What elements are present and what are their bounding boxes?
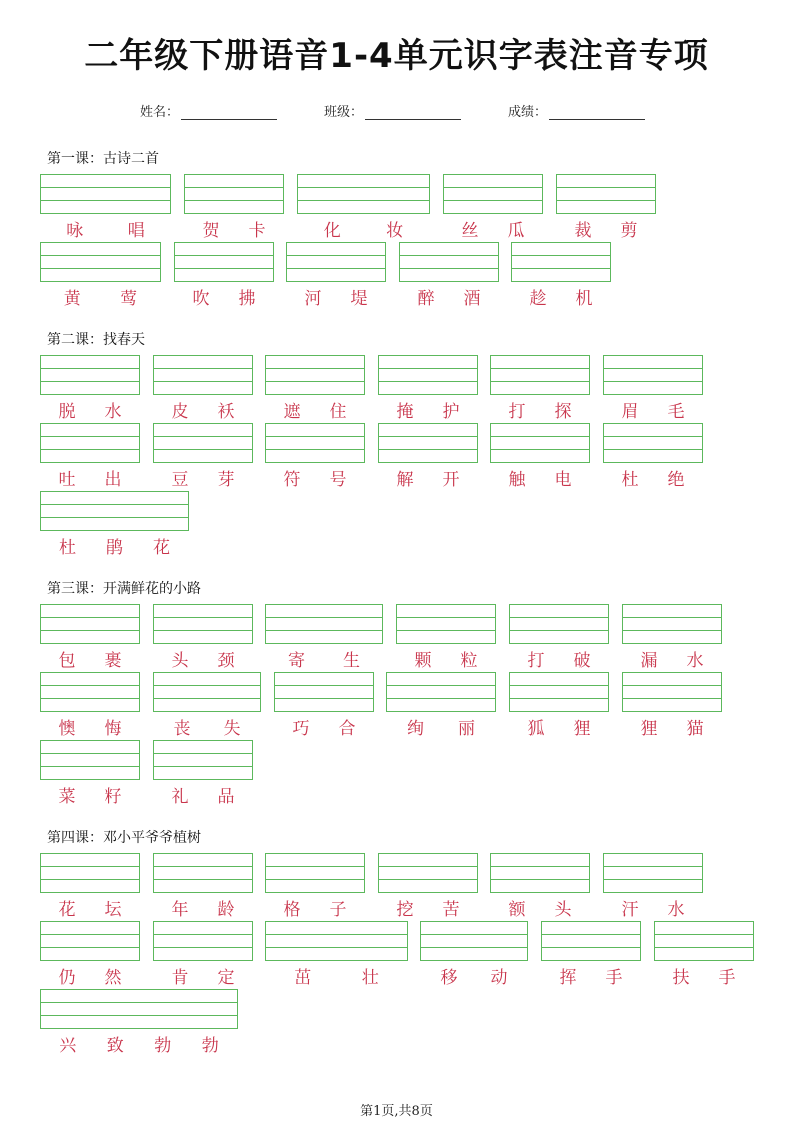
word-characters (153, 895, 253, 920)
hanzi-character: 花 (153, 538, 170, 558)
hanzi-character: 花 (58, 900, 76, 920)
pinyin-writing-box[interactable] (265, 921, 408, 961)
hanzi-character: 探 (554, 402, 572, 422)
hanzi-character: 醉 (417, 289, 435, 309)
hanzi-character: 年 (171, 900, 189, 920)
name-field (140, 101, 277, 120)
hanzi-character: 出 (104, 470, 122, 490)
word-characters (40, 895, 140, 920)
hanzi-character: 挖 (396, 900, 414, 920)
pinyin-writing-box[interactable] (153, 740, 253, 780)
hanzi-character: 符 (283, 470, 301, 490)
word-characters (622, 714, 722, 739)
word-characters (174, 284, 274, 309)
word-characters (265, 646, 383, 671)
pinyin-writing-box[interactable] (40, 174, 171, 214)
hanzi-character: 眉 (621, 402, 639, 422)
word-characters (40, 646, 140, 671)
word-characters (386, 714, 496, 739)
word-characters (509, 714, 609, 739)
pinyin-writing-box[interactable] (286, 242, 386, 282)
hanzi-character: 水 (104, 402, 122, 422)
pinyin-writing-box[interactable] (399, 242, 499, 282)
pinyin-writing-box[interactable] (40, 242, 161, 282)
word-characters (541, 963, 641, 988)
hanzi-character: 仍 (58, 968, 76, 988)
word-characters (40, 714, 140, 739)
word-characters (40, 284, 161, 309)
hanzi-character: 生 (343, 651, 360, 671)
pinyin-writing-box[interactable] (153, 423, 253, 463)
word-characters (40, 216, 171, 241)
word-characters (153, 646, 253, 671)
pinyin-writing-box[interactable] (40, 672, 140, 712)
word-characters (603, 895, 703, 920)
pinyin-writing-box[interactable] (174, 242, 274, 282)
page-title: 二年级下册语音1-4单元识字表注音专项 (84, 36, 709, 76)
pinyin-writing-box[interactable] (153, 853, 253, 893)
word-characters (184, 216, 284, 241)
pinyin-writing-box[interactable] (40, 989, 238, 1029)
lesson-title: 第三课：开满鲜花的小路 (47, 581, 201, 597)
word-characters (286, 284, 386, 309)
hanzi-character: 开 (442, 470, 460, 490)
hanzi-character: 动 (490, 968, 508, 988)
hanzi-character: 拂 (238, 289, 256, 309)
pinyin-writing-box[interactable] (40, 740, 140, 780)
pinyin-writing-box[interactable] (153, 604, 253, 644)
lesson-title: 第二课：找春天 (47, 332, 145, 348)
pinyin-writing-box[interactable] (265, 604, 383, 644)
hanzi-character: 失 (223, 719, 241, 739)
hanzi-character: 龄 (217, 900, 235, 920)
pinyin-writing-box[interactable] (153, 355, 253, 395)
pinyin-writing-box[interactable] (40, 921, 140, 961)
hanzi-character: 毛 (667, 402, 685, 422)
word-characters (490, 895, 590, 920)
hanzi-character: 籽 (104, 787, 122, 807)
word-characters (297, 216, 430, 241)
pinyin-writing-box[interactable] (378, 423, 478, 463)
word-characters (265, 895, 365, 920)
pinyin-writing-box[interactable] (153, 672, 261, 712)
hanzi-character: 肯 (171, 968, 189, 988)
word-characters (603, 397, 703, 422)
pinyin-writing-box[interactable] (509, 604, 609, 644)
hanzi-character: 杜 (621, 470, 639, 490)
hanzi-character: 河 (304, 289, 322, 309)
pinyin-writing-box[interactable] (420, 921, 528, 961)
pinyin-writing-box[interactable] (556, 174, 656, 214)
hanzi-character: 瓜 (507, 221, 525, 241)
hanzi-character: 寄 (288, 651, 305, 671)
hanzi-character: 丽 (458, 719, 475, 739)
hanzi-character: 打 (527, 651, 545, 671)
hanzi-character: 遮 (283, 402, 301, 422)
word-characters (265, 397, 365, 422)
hanzi-character: 坛 (104, 900, 122, 920)
hanzi-character: 兴 (59, 1036, 77, 1056)
class-field (324, 101, 461, 120)
hanzi-character: 茁 (294, 968, 312, 988)
hanzi-character: 脱 (58, 402, 76, 422)
hanzi-character: 狸 (640, 719, 658, 739)
hanzi-character: 手 (718, 968, 736, 988)
hanzi-character: 粒 (460, 651, 478, 671)
hanzi-character: 唱 (127, 221, 145, 241)
hanzi-character: 定 (217, 968, 235, 988)
word-characters (153, 465, 253, 490)
word-characters (153, 714, 261, 739)
pinyin-writing-box[interactable] (378, 355, 478, 395)
word-characters (378, 397, 478, 422)
hanzi-character: 漏 (640, 651, 658, 671)
score-label: 成绩： (508, 105, 548, 120)
hanzi-character: 破 (573, 651, 591, 671)
hanzi-character: 丧 (173, 719, 191, 739)
pinyin-writing-box[interactable] (443, 174, 543, 214)
word-characters (265, 465, 365, 490)
hanzi-character: 勃 (154, 1036, 172, 1056)
hanzi-character: 品 (217, 787, 235, 807)
hanzi-character: 酒 (463, 289, 481, 309)
pinyin-writing-box[interactable] (490, 355, 590, 395)
word-characters (490, 465, 590, 490)
pinyin-writing-box[interactable] (603, 423, 703, 463)
hanzi-character: 菜 (58, 787, 76, 807)
name-label: 姓名： (140, 105, 180, 120)
pinyin-writing-box[interactable] (509, 672, 609, 712)
pinyin-writing-box[interactable] (386, 672, 496, 712)
word-characters (622, 646, 722, 671)
page-number: 第1页,共8页 (360, 1104, 433, 1119)
pinyin-writing-box[interactable] (153, 921, 253, 961)
hanzi-character: 懊 (58, 719, 76, 739)
pinyin-writing-box[interactable] (265, 355, 365, 395)
hanzi-character: 绚 (407, 719, 424, 739)
hanzi-character: 然 (104, 968, 122, 988)
word-characters (511, 284, 611, 309)
hanzi-character: 触 (508, 470, 526, 490)
word-characters (40, 465, 140, 490)
score-input-line[interactable] (549, 105, 645, 120)
hanzi-character: 合 (338, 719, 356, 739)
word-characters (378, 895, 478, 920)
hanzi-character: 裹 (104, 651, 122, 671)
word-characters (265, 963, 408, 988)
word-characters (274, 714, 374, 739)
hanzi-character: 水 (667, 900, 685, 920)
word-characters (556, 216, 656, 241)
hanzi-character: 致 (106, 1036, 124, 1056)
hanzi-character: 机 (575, 289, 593, 309)
hanzi-character: 猫 (686, 719, 704, 739)
word-characters (378, 465, 478, 490)
word-characters (654, 963, 754, 988)
pinyin-writing-box[interactable] (654, 921, 754, 961)
pinyin-writing-box[interactable] (490, 853, 590, 893)
pinyin-writing-box[interactable] (396, 604, 496, 644)
hanzi-character: 狸 (573, 719, 591, 739)
hanzi-character: 扶 (672, 968, 690, 988)
word-characters (603, 465, 703, 490)
pinyin-writing-box[interactable] (40, 853, 140, 893)
hanzi-character: 号 (329, 470, 347, 490)
hanzi-character: 皮 (171, 402, 189, 422)
hanzi-character: 莺 (120, 289, 138, 309)
word-characters (153, 397, 253, 422)
hanzi-character: 鹃 (106, 538, 123, 558)
hanzi-character: 剪 (620, 221, 638, 241)
hanzi-character: 丝 (461, 221, 479, 241)
pinyin-writing-box[interactable] (40, 491, 189, 531)
hanzi-character: 汗 (621, 900, 639, 920)
hanzi-character: 颈 (217, 651, 235, 671)
hanzi-character: 豆 (171, 470, 189, 490)
pinyin-writing-box[interactable] (378, 853, 478, 893)
hanzi-character: 打 (508, 402, 526, 422)
word-characters (40, 782, 140, 807)
hanzi-character: 杜 (59, 538, 76, 558)
hanzi-character: 移 (440, 968, 458, 988)
hanzi-character: 吹 (192, 289, 210, 309)
hanzi-character: 袄 (217, 402, 235, 422)
class-label: 班级： (324, 105, 364, 120)
word-characters (509, 646, 609, 671)
hanzi-character: 住 (329, 402, 347, 422)
name-input-line[interactable] (181, 105, 277, 120)
hanzi-character: 解 (396, 470, 414, 490)
word-characters (490, 397, 590, 422)
student-info (0, 101, 793, 123)
hanzi-character: 妆 (386, 221, 404, 241)
hanzi-character: 子 (329, 900, 347, 920)
word-characters (420, 963, 528, 988)
hanzi-character: 壮 (361, 968, 379, 988)
hanzi-character: 苦 (442, 900, 460, 920)
hanzi-character: 巧 (292, 719, 310, 739)
hanzi-character: 贺 (202, 221, 220, 241)
hanzi-character: 包 (58, 651, 76, 671)
hanzi-character: 吐 (58, 470, 76, 490)
word-characters (399, 284, 499, 309)
word-characters (443, 216, 543, 241)
word-characters (40, 963, 140, 988)
pinyin-writing-box[interactable] (184, 174, 284, 214)
pinyin-writing-box[interactable] (265, 423, 365, 463)
hanzi-character: 裁 (574, 221, 592, 241)
hanzi-character: 护 (442, 402, 460, 422)
hanzi-character: 狐 (527, 719, 545, 739)
hanzi-character: 掩 (396, 402, 414, 422)
score-field (508, 101, 645, 120)
hanzi-character: 黄 (63, 289, 81, 309)
lesson-title: 第一课：古诗二首 (47, 151, 159, 167)
hanzi-character: 礼 (171, 787, 189, 807)
hanzi-character: 头 (554, 900, 572, 920)
hanzi-character: 勃 (201, 1036, 219, 1056)
hanzi-character: 趁 (529, 289, 547, 309)
word-characters (396, 646, 496, 671)
hanzi-character: 卡 (248, 221, 266, 241)
pinyin-writing-box[interactable] (40, 423, 140, 463)
pinyin-writing-box[interactable] (297, 174, 430, 214)
pinyin-writing-box[interactable] (622, 604, 722, 644)
pinyin-writing-box[interactable] (541, 921, 641, 961)
word-characters (40, 1031, 238, 1056)
hanzi-character: 额 (508, 900, 526, 920)
pinyin-writing-box[interactable] (265, 853, 365, 893)
hanzi-character: 水 (686, 651, 704, 671)
pinyin-writing-box[interactable] (40, 604, 140, 644)
hanzi-character: 芽 (217, 470, 235, 490)
word-characters (40, 533, 189, 558)
pinyin-writing-box[interactable] (511, 242, 611, 282)
pinyin-writing-box[interactable] (622, 672, 722, 712)
word-characters (40, 397, 140, 422)
class-input-line[interactable] (365, 105, 461, 120)
word-characters (153, 782, 253, 807)
pinyin-writing-box[interactable] (40, 355, 140, 395)
pinyin-writing-box[interactable] (490, 423, 590, 463)
word-characters (153, 963, 253, 988)
pinyin-writing-box[interactable] (603, 355, 703, 395)
hanzi-character: 堤 (350, 289, 368, 309)
hanzi-character: 头 (171, 651, 189, 671)
pinyin-writing-box[interactable] (603, 853, 703, 893)
hanzi-character: 挥 (559, 968, 577, 988)
lesson-title: 第四课：邓小平爷爷植树 (47, 830, 201, 846)
hanzi-character: 手 (605, 968, 623, 988)
hanzi-character: 悔 (104, 719, 122, 739)
hanzi-character: 化 (323, 221, 341, 241)
hanzi-character: 咏 (66, 221, 84, 241)
hanzi-character: 颗 (414, 651, 432, 671)
hanzi-character: 格 (283, 900, 301, 920)
hanzi-character: 绝 (667, 470, 685, 490)
hanzi-character: 电 (554, 470, 572, 490)
pinyin-writing-box[interactable] (274, 672, 374, 712)
